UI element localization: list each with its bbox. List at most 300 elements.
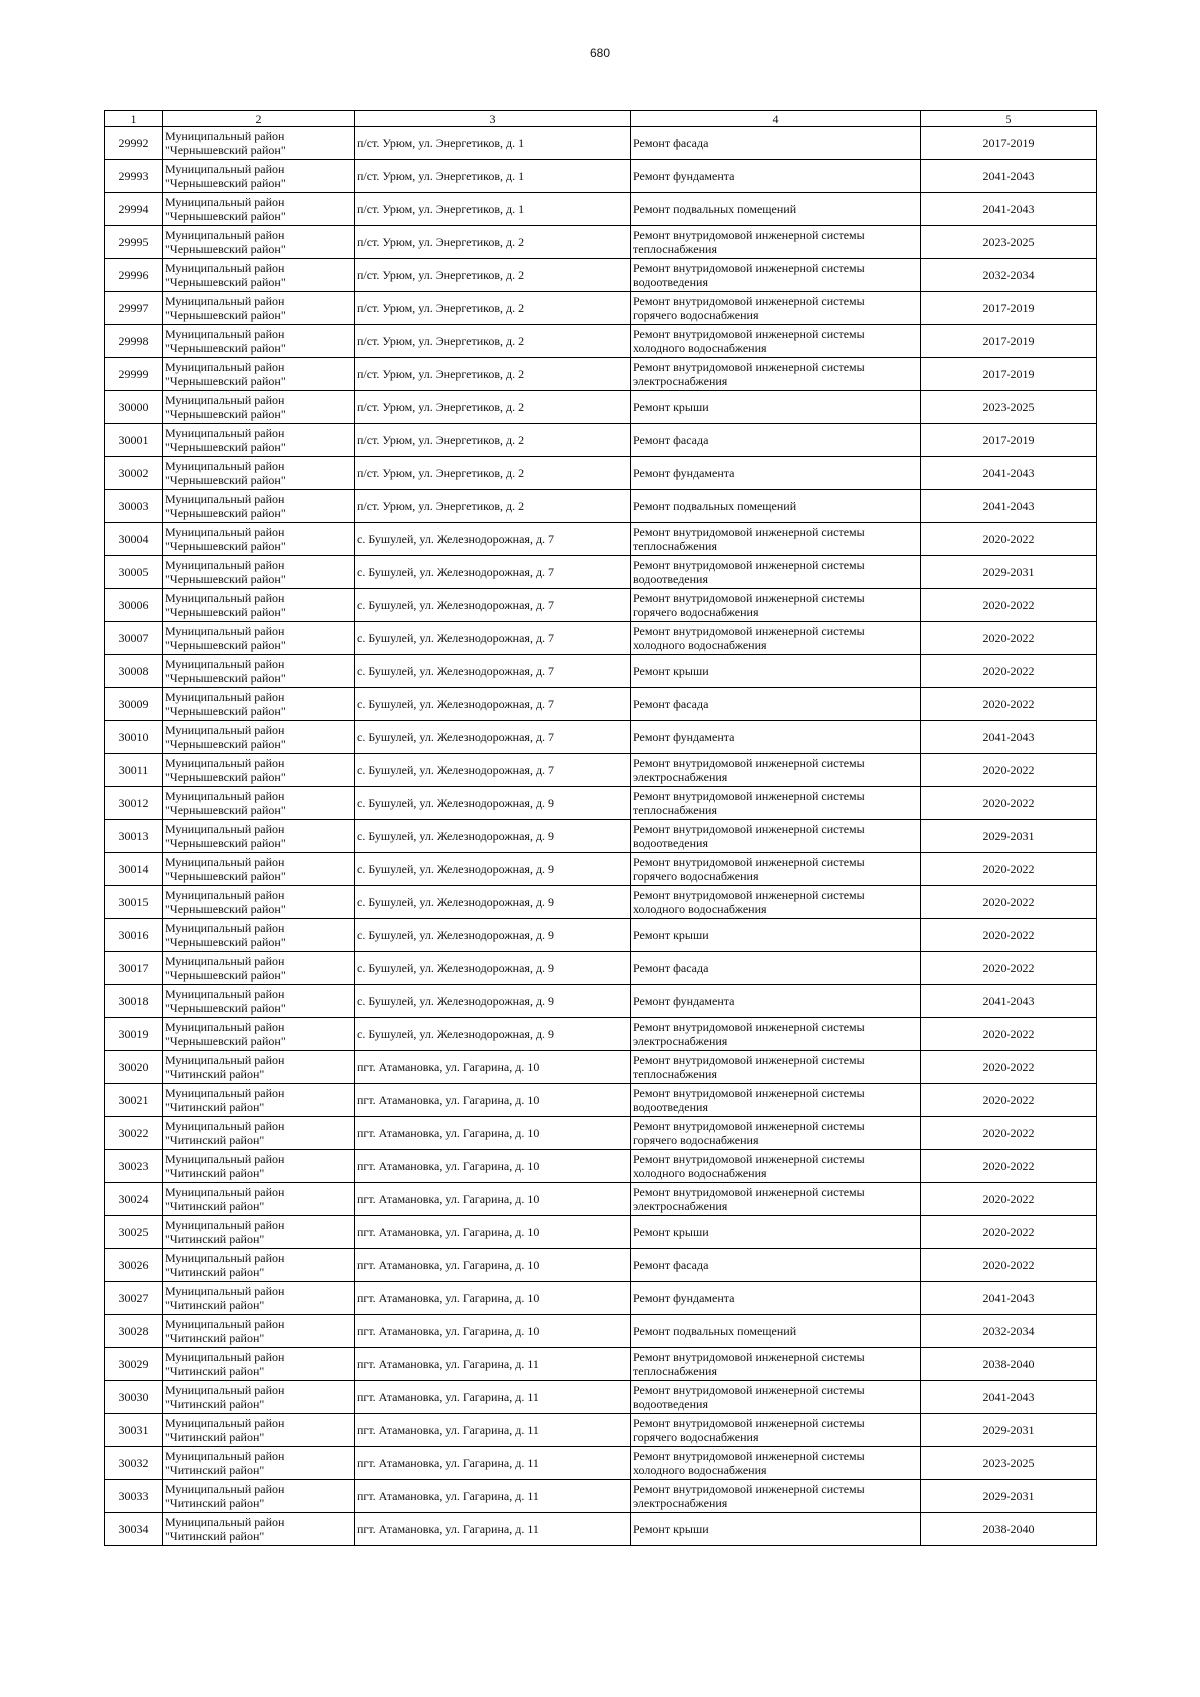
work-type-cell (631, 259, 921, 292)
municipality-cell-text: Муниципальный район "Чернышевский район" (165, 888, 286, 916)
municipality-cell-text: Муниципальный район "Читинский район" (165, 1119, 285, 1147)
table-row (105, 1381, 1097, 1414)
table-row (105, 853, 1097, 886)
period-cell-text: 2020-2022 (982, 1126, 1035, 1140)
table-row (105, 1018, 1097, 1051)
row-number-cell-text: 30002 (118, 466, 149, 480)
work-type-cell-text: Ремонт фундамента (633, 466, 735, 480)
period-cell-text: 2041-2043 (982, 994, 1035, 1008)
work-type-cell (631, 1315, 921, 1348)
row-number-cell (105, 1348, 163, 1381)
table-row (105, 1480, 1097, 1513)
address-cell (355, 259, 631, 292)
work-type-cell (631, 1381, 921, 1414)
work-type-cell-text: Ремонт внутридомовой инженерной системы горячего водоснабжения (633, 591, 865, 619)
work-type-cell (631, 358, 921, 391)
row-number-cell (105, 985, 163, 1018)
period-cell-text: 2029-2031 (982, 1423, 1035, 1437)
table-row (105, 1051, 1097, 1084)
work-type-cell (631, 490, 921, 523)
work-type-cell (631, 1051, 921, 1084)
row-number-cell (105, 1216, 163, 1249)
table-row (105, 127, 1097, 160)
municipality-cell-text: Муниципальный район "Читинский район" (165, 1218, 285, 1246)
row-number-cell (105, 1315, 163, 1348)
work-type-cell (631, 1117, 921, 1150)
row-number-cell (105, 754, 163, 787)
period-cell-text: 2029-2031 (982, 829, 1035, 843)
work-type-cell-text: Ремонт внутридомовой инженерной системы водоотведения (633, 558, 865, 586)
period-cell (921, 1084, 1097, 1117)
address-cell (355, 523, 631, 556)
period-cell (921, 1216, 1097, 1249)
table-row (105, 1513, 1097, 1546)
row-number-cell (105, 127, 163, 160)
address-cell (355, 127, 631, 160)
work-type-cell (631, 292, 921, 325)
municipality-cell-text: Муниципальный район "Чернышевский район" (165, 162, 286, 190)
work-type-cell-text: Ремонт внутридомовой инженерной системы водоотведения (633, 1383, 865, 1411)
row-number-cell-text: 30029 (118, 1357, 149, 1371)
address-cell-text: п/ст. Урюм, ул. Энергетиков, д. 2 (357, 433, 525, 447)
address-cell (355, 787, 631, 820)
table-row (105, 721, 1097, 754)
municipality-cell (163, 919, 355, 952)
address-cell (355, 1249, 631, 1282)
row-number-cell-text: 29996 (118, 268, 149, 282)
row-number-cell (105, 556, 163, 589)
period-cell (921, 853, 1097, 886)
work-type-cell-text: Ремонт подвальных помещений (633, 499, 797, 513)
municipality-cell-text: Муниципальный район "Читинский район" (165, 1185, 285, 1213)
row-number-cell (105, 1381, 163, 1414)
period-cell-text: 2041-2043 (982, 1390, 1035, 1404)
work-type-cell-text: Ремонт внутридомовой инженерной системы горячего водоснабжения (633, 1416, 865, 1444)
period-cell-text: 2020-2022 (982, 763, 1035, 777)
period-cell-text: 2020-2022 (982, 961, 1035, 975)
work-type-cell-text: Ремонт внутридомовой инженерной системы горячего водоснабжения (633, 294, 865, 322)
period-cell-text: 2020-2022 (982, 631, 1035, 645)
row-number-cell (105, 589, 163, 622)
municipality-cell-text: Муниципальный район "Читинский район" (165, 1152, 285, 1180)
address-cell (355, 1084, 631, 1117)
address-cell (355, 193, 631, 226)
address-cell-text: пгт. Атамановка, ул. Гагарина, д. 10 (357, 1258, 540, 1272)
work-type-cell-text: Ремонт фасада (633, 136, 709, 150)
municipality-cell (163, 1381, 355, 1414)
address-cell (355, 1282, 631, 1315)
row-number-cell-text: 30031 (118, 1423, 149, 1437)
address-cell-text: с. Бушулей, ул. Железнодорожная, д. 9 (357, 961, 555, 975)
municipality-cell-text: Муниципальный район "Читинский район" (165, 1086, 285, 1114)
period-cell-text: 2023-2025 (982, 235, 1035, 249)
address-cell-text: п/ст. Урюм, ул. Энергетиков, д. 1 (357, 136, 525, 150)
work-type-cell (631, 127, 921, 160)
address-cell (355, 1447, 631, 1480)
row-number-cell (105, 787, 163, 820)
period-cell-text: 2020-2022 (982, 928, 1035, 942)
municipality-cell (163, 226, 355, 259)
row-number-cell-text: 30034 (118, 1522, 149, 1536)
table-row (105, 490, 1097, 523)
row-number-cell-text: 30013 (118, 829, 149, 843)
municipality-cell (163, 1150, 355, 1183)
row-number-cell (105, 292, 163, 325)
table-row (105, 1249, 1097, 1282)
address-cell-text: с. Бушулей, ул. Железнодорожная, д. 7 (357, 565, 555, 579)
work-type-cell-text: Ремонт крыши (633, 664, 709, 678)
work-type-cell-text: Ремонт внутридомовой инженерной системы электроснабжения (633, 1185, 865, 1213)
work-type-cell-text: Ремонт внутридомовой инженерной системы теплоснабжения (633, 228, 865, 256)
period-cell (921, 259, 1097, 292)
address-cell (355, 1414, 631, 1447)
table-row (105, 358, 1097, 391)
address-cell-text: с. Бушулей, ул. Железнодорожная, д. 7 (357, 697, 555, 711)
work-type-cell (631, 556, 921, 589)
work-type-cell (631, 1447, 921, 1480)
row-number-cell-text: 30003 (118, 499, 149, 513)
municipality-cell (163, 721, 355, 754)
work-type-cell-text: Ремонт крыши (633, 1522, 709, 1536)
work-type-cell-text: Ремонт фасада (633, 1258, 709, 1272)
work-type-cell (631, 457, 921, 490)
municipality-cell-text: Муниципальный район "Чернышевский район" (165, 261, 286, 289)
work-type-cell (631, 391, 921, 424)
period-cell (921, 1480, 1097, 1513)
column-header: 1 (105, 111, 163, 127)
work-type-cell-text: Ремонт внутридомовой инженерной системы холодного водоснабжения (633, 1152, 865, 1180)
municipality-cell-text: Муниципальный район "Читинский район" (165, 1251, 285, 1279)
table-row (105, 1183, 1097, 1216)
work-type-cell-text: Ремонт подвальных помещений (633, 202, 797, 216)
row-number-cell (105, 1183, 163, 1216)
work-type-cell-text: Ремонт внутридомовой инженерной системы теплоснабжения (633, 789, 865, 817)
table-row (105, 556, 1097, 589)
address-cell (355, 1513, 631, 1546)
row-number-cell (105, 226, 163, 259)
address-cell-text: п/ст. Урюм, ул. Энергетиков, д. 1 (357, 202, 525, 216)
municipality-cell-text: Муниципальный район "Чернышевский район" (165, 756, 286, 784)
work-type-cell (631, 589, 921, 622)
municipality-cell (163, 1480, 355, 1513)
municipality-cell (163, 391, 355, 424)
table-row (105, 688, 1097, 721)
row-number-cell-text: 29995 (118, 235, 149, 249)
municipality-cell-text: Муниципальный район "Чернышевский район" (165, 195, 286, 223)
period-cell-text: 2020-2022 (982, 1192, 1035, 1206)
municipality-cell-text: Муниципальный район "Читинский район" (165, 1350, 285, 1378)
period-cell-text: 2020-2022 (982, 532, 1035, 546)
row-number-cell (105, 490, 163, 523)
municipality-cell-text: Муниципальный район "Читинский район" (165, 1449, 285, 1477)
municipality-cell (163, 886, 355, 919)
address-cell (355, 655, 631, 688)
period-cell (921, 1051, 1097, 1084)
work-type-cell-text: Ремонт фундамента (633, 994, 735, 1008)
work-type-cell-text: Ремонт внутридомовой инженерной системы водоотведения (633, 261, 865, 289)
work-type-cell (631, 1282, 921, 1315)
row-number-cell (105, 1447, 163, 1480)
row-number-cell (105, 523, 163, 556)
period-cell (921, 226, 1097, 259)
row-number-cell (105, 193, 163, 226)
row-number-cell (105, 853, 163, 886)
address-cell (355, 1117, 631, 1150)
address-cell (355, 853, 631, 886)
address-cell-text: пгт. Атамановка, ул. Гагарина, д. 10 (357, 1192, 540, 1206)
row-number-cell-text: 30019 (118, 1027, 149, 1041)
row-number-cell-text: 30012 (118, 796, 149, 810)
column-header: 2 (163, 111, 355, 127)
work-type-cell-text: Ремонт внутридомовой инженерной системы теплоснабжения (633, 1053, 865, 1081)
municipality-cell (163, 325, 355, 358)
work-type-cell (631, 787, 921, 820)
municipality-cell (163, 1051, 355, 1084)
municipality-cell (163, 523, 355, 556)
address-cell (355, 556, 631, 589)
address-cell (355, 886, 631, 919)
period-cell-text: 2032-2034 (982, 1324, 1035, 1338)
work-type-cell (631, 919, 921, 952)
period-cell-text: 2017-2019 (982, 367, 1035, 381)
work-type-cell (631, 952, 921, 985)
address-cell-text: с. Бушулей, ул. Железнодорожная, д. 7 (357, 631, 555, 645)
table-row (105, 589, 1097, 622)
work-type-cell (631, 622, 921, 655)
row-number-cell (105, 1117, 163, 1150)
municipality-cell (163, 952, 355, 985)
municipality-cell-text: Муниципальный район "Чернышевский район" (165, 294, 286, 322)
municipality-cell-text: Муниципальный район "Чернышевский район" (165, 921, 286, 949)
table-row (105, 1414, 1097, 1447)
row-number-cell-text: 30017 (118, 961, 149, 975)
row-number-cell (105, 391, 163, 424)
period-cell (921, 292, 1097, 325)
work-type-cell-text: Ремонт фундамента (633, 1291, 735, 1305)
row-number-cell-text: 29999 (118, 367, 149, 381)
row-number-cell (105, 688, 163, 721)
municipality-cell (163, 688, 355, 721)
address-cell (355, 325, 631, 358)
municipality-cell (163, 985, 355, 1018)
work-type-cell-text: Ремонт внутридомовой инженерной системы электроснабжения (633, 1020, 865, 1048)
period-cell-text: 2017-2019 (982, 301, 1035, 315)
row-number-cell (105, 424, 163, 457)
work-type-cell-text: Ремонт крыши (633, 928, 709, 942)
row-number-cell-text: 30015 (118, 895, 149, 909)
address-cell (355, 1183, 631, 1216)
row-number-cell (105, 325, 163, 358)
address-cell-text: п/ст. Урюм, ул. Энергетиков, д. 2 (357, 301, 525, 315)
address-cell-text: п/ст. Урюм, ул. Энергетиков, д. 1 (357, 169, 525, 183)
table-row (105, 523, 1097, 556)
row-number-cell (105, 1150, 163, 1183)
table-row (105, 1150, 1097, 1183)
address-cell-text: п/ст. Урюм, ул. Энергетиков, д. 2 (357, 235, 525, 249)
period-cell-text: 2020-2022 (982, 895, 1035, 909)
table-row (105, 424, 1097, 457)
work-type-cell (631, 226, 921, 259)
municipality-cell (163, 622, 355, 655)
address-cell-text: пгт. Атамановка, ул. Гагарина, д. 10 (357, 1060, 540, 1074)
period-cell-text: 2020-2022 (982, 664, 1035, 678)
table-row (105, 952, 1097, 985)
municipality-cell-text: Муниципальный район "Читинский район" (165, 1515, 285, 1543)
row-number-cell-text: 29998 (118, 334, 149, 348)
municipality-cell-text: Муниципальный район "Чернышевский район" (165, 822, 286, 850)
period-cell-text: 2017-2019 (982, 334, 1035, 348)
period-cell-text: 2020-2022 (982, 1060, 1035, 1074)
address-cell (355, 754, 631, 787)
address-cell-text: пгт. Атамановка, ул. Гагарина, д. 10 (357, 1291, 540, 1305)
work-type-cell (631, 424, 921, 457)
work-type-cell (631, 1348, 921, 1381)
municipality-cell (163, 787, 355, 820)
municipality-cell (163, 358, 355, 391)
row-number-cell (105, 820, 163, 853)
municipality-cell-text: Муниципальный район "Чернышевский район" (165, 492, 286, 520)
work-type-cell (631, 193, 921, 226)
table-row (105, 655, 1097, 688)
period-cell (921, 1282, 1097, 1315)
municipality-cell-text: Муниципальный район "Чернышевский район" (165, 1020, 286, 1048)
address-cell-text: п/ст. Урюм, ул. Энергетиков, д. 2 (357, 466, 525, 480)
row-number-cell-text: 30023 (118, 1159, 149, 1173)
row-number-cell (105, 919, 163, 952)
period-cell (921, 358, 1097, 391)
work-type-cell-text: Ремонт фасада (633, 697, 709, 711)
period-cell (921, 325, 1097, 358)
address-cell (355, 160, 631, 193)
address-cell (355, 985, 631, 1018)
work-type-cell (631, 1183, 921, 1216)
address-cell (355, 457, 631, 490)
address-cell-text: с. Бушулей, ул. Железнодорожная, д. 9 (357, 862, 555, 876)
work-type-cell (631, 1150, 921, 1183)
row-number-cell-text: 30006 (118, 598, 149, 612)
table-row (105, 226, 1097, 259)
municipality-cell-text: Муниципальный район "Чернышевский район" (165, 129, 286, 157)
period-cell-text: 2023-2025 (982, 400, 1035, 414)
municipality-cell-text: Муниципальный район "Чернышевский район" (165, 987, 286, 1015)
municipality-cell-text: Муниципальный район "Чернышевский район" (165, 393, 286, 421)
row-number-cell-text: 30022 (118, 1126, 149, 1140)
work-type-cell-text: Ремонт крыши (633, 1225, 709, 1239)
municipality-cell-text: Муниципальный район "Читинский район" (165, 1383, 285, 1411)
work-type-cell-text: Ремонт внутридомовой инженерной системы электроснабжения (633, 1482, 865, 1510)
row-number-cell-text: 30008 (118, 664, 149, 678)
address-cell (355, 1150, 631, 1183)
row-number-cell-text: 30001 (118, 433, 149, 447)
work-type-cell-text: Ремонт крыши (633, 400, 709, 414)
municipality-cell (163, 655, 355, 688)
period-cell (921, 1414, 1097, 1447)
table-row (105, 886, 1097, 919)
municipality-cell-text: Муниципальный район "Чернышевский район" (165, 624, 286, 652)
address-cell (355, 292, 631, 325)
period-cell-text: 2020-2022 (982, 598, 1035, 612)
municipality-cell (163, 1513, 355, 1546)
row-number-cell-text: 30032 (118, 1456, 149, 1470)
municipality-cell-text: Муниципальный район "Читинский район" (165, 1482, 285, 1510)
table-row (105, 820, 1097, 853)
address-cell (355, 391, 631, 424)
period-cell (921, 655, 1097, 688)
table-row (105, 292, 1097, 325)
period-cell (921, 490, 1097, 523)
row-number-cell-text: 30009 (118, 697, 149, 711)
row-number-cell-text: 30021 (118, 1093, 149, 1107)
row-number-cell-text: 30014 (118, 862, 149, 876)
municipality-cell (163, 193, 355, 226)
address-cell-text: п/ст. Урюм, ул. Энергетиков, д. 2 (357, 367, 525, 381)
row-number-cell-text: 30010 (118, 730, 149, 744)
address-cell-text: пгт. Атамановка, ул. Гагарина, д. 10 (357, 1126, 540, 1140)
municipality-cell-text: Муниципальный район "Читинский район" (165, 1317, 285, 1345)
period-cell (921, 1447, 1097, 1480)
row-number-cell (105, 1414, 163, 1447)
municipality-cell (163, 1018, 355, 1051)
period-cell-text: 2041-2043 (982, 169, 1035, 183)
municipality-cell (163, 1249, 355, 1282)
period-cell (921, 1183, 1097, 1216)
address-cell (355, 1480, 631, 1513)
address-cell-text: с. Бушулей, ул. Железнодорожная, д. 7 (357, 763, 555, 777)
work-type-cell (631, 1018, 921, 1051)
municipality-cell (163, 457, 355, 490)
work-type-cell-text: Ремонт внутридомовой инженерной системы электроснабжения (633, 756, 865, 784)
work-type-cell (631, 820, 921, 853)
work-type-cell-text: Ремонт внутридомовой инженерной системы холодного водоснабжения (633, 888, 865, 916)
row-number-cell-text: 30011 (118, 763, 149, 777)
period-cell (921, 688, 1097, 721)
municipality-cell-text: Муниципальный район "Чернышевский район" (165, 360, 286, 388)
work-type-cell (631, 754, 921, 787)
municipality-cell-text: Муниципальный район "Чернышевский район" (165, 558, 286, 586)
period-cell-text: 2041-2043 (982, 202, 1035, 216)
period-cell-text: 2020-2022 (982, 796, 1035, 810)
column-header: 4 (631, 111, 921, 127)
row-number-cell-text: 30030 (118, 1390, 149, 1404)
period-cell-text: 2020-2022 (982, 1258, 1035, 1272)
period-cell-text: 2020-2022 (982, 1093, 1035, 1107)
address-cell-text: п/ст. Урюм, ул. Энергетиков, д. 2 (357, 334, 525, 348)
address-cell (355, 1348, 631, 1381)
address-cell-text: с. Бушулей, ул. Железнодорожная, д. 9 (357, 895, 555, 909)
table-body (105, 127, 1097, 1546)
work-type-cell-text: Ремонт внутридомовой инженерной системы теплоснабжения (633, 1350, 865, 1378)
address-cell (355, 1051, 631, 1084)
municipality-cell (163, 259, 355, 292)
address-cell-text: пгт. Атамановка, ул. Гагарина, д. 11 (357, 1489, 539, 1503)
address-cell (355, 622, 631, 655)
work-type-cell-text: Ремонт фасада (633, 433, 709, 447)
municipality-cell (163, 424, 355, 457)
period-cell (921, 1513, 1097, 1546)
municipality-cell (163, 820, 355, 853)
period-cell (921, 919, 1097, 952)
period-cell (921, 1150, 1097, 1183)
period-cell-text: 2029-2031 (982, 565, 1035, 579)
work-type-cell-text: Ремонт фасада (633, 961, 709, 975)
row-number-cell-text: 29992 (118, 136, 149, 150)
municipality-cell (163, 589, 355, 622)
period-cell-text: 2020-2022 (982, 1225, 1035, 1239)
row-number-cell-text: 30027 (118, 1291, 149, 1305)
work-type-cell (631, 1414, 921, 1447)
row-number-cell-text: 30025 (118, 1225, 149, 1239)
address-cell (355, 820, 631, 853)
